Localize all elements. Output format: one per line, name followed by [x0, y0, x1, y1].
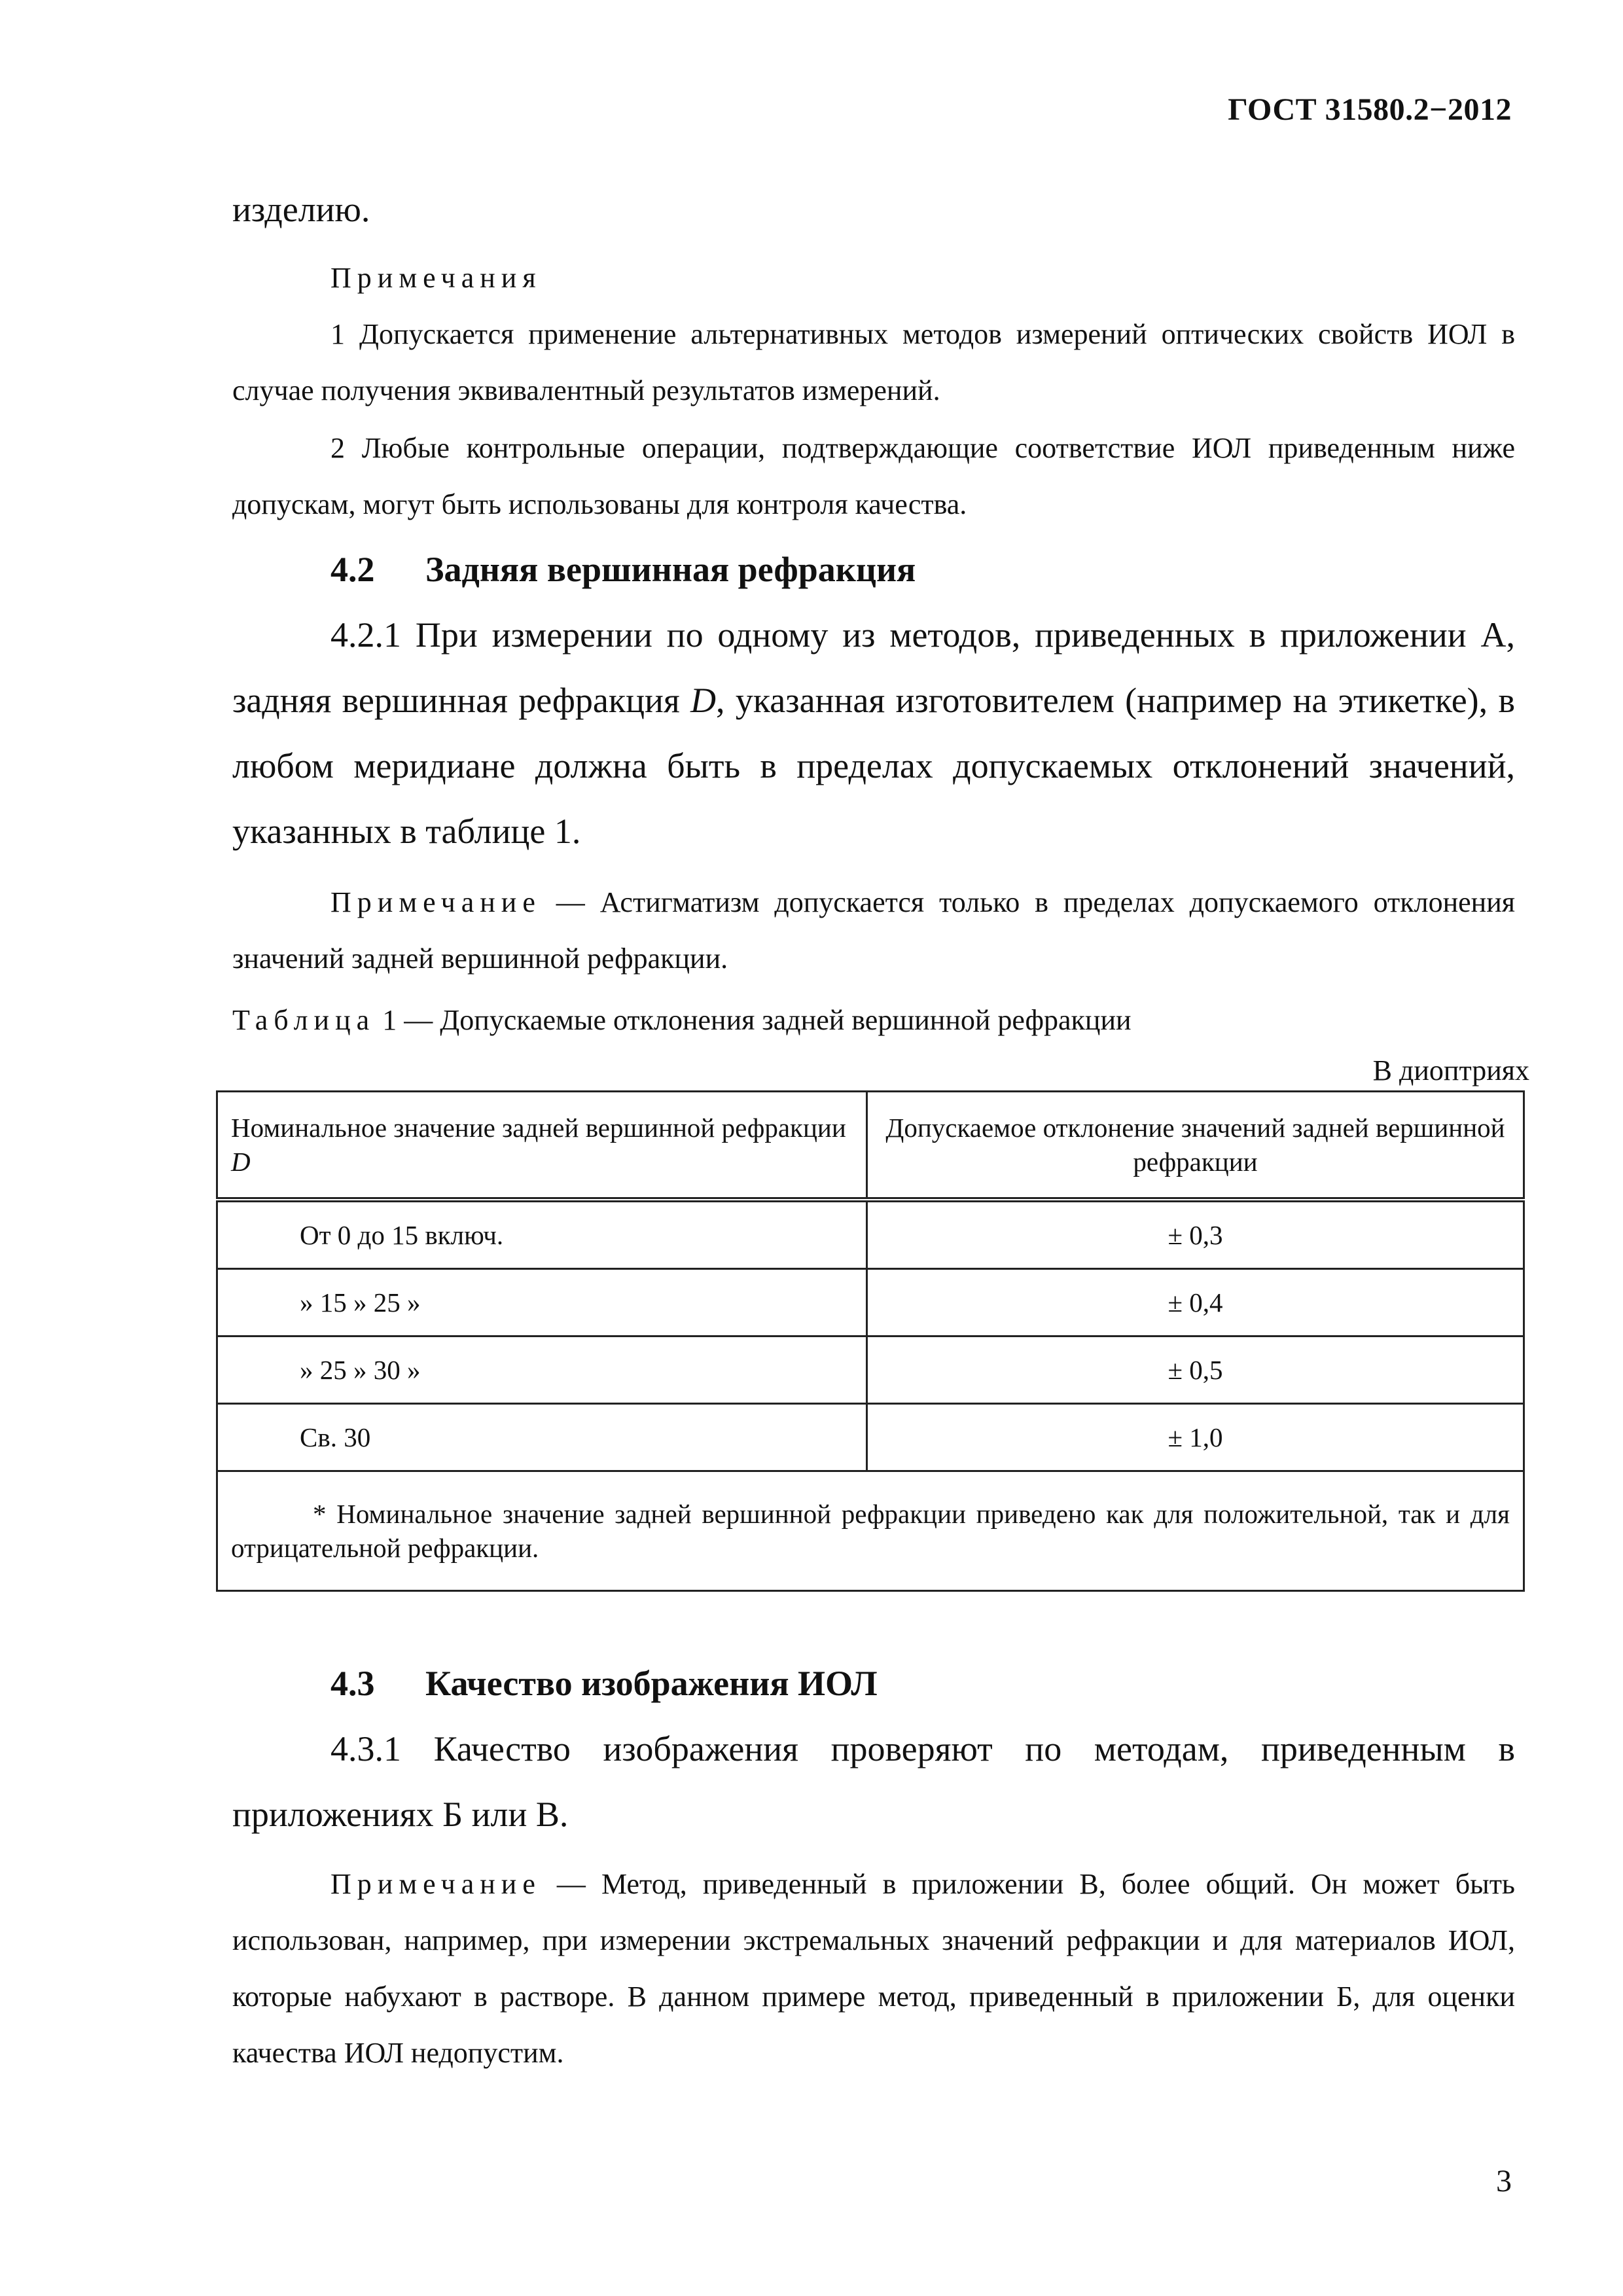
table-row [217, 1404, 1524, 1471]
note-text: — Астигматизм допускается только в пределах допускаемого отклонения значений задней вершинной рефракции. [232, 886, 1515, 975]
paragraph-4-2-1-text-start: При измерении по одному из методов, приведенных в приложении А, задняя вершинная рефракция [232, 615, 1515, 720]
column-header-tolerance: Допускаемое отклонение значений задней вершинной рефракции [867, 1092, 1524, 1200]
section-4-3-number: 4.3 [330, 1664, 375, 1703]
standard-header: ГОСТ 31580.2−2012 [1228, 92, 1512, 127]
table-label: Таблица [232, 1004, 376, 1036]
table-row [217, 1200, 1524, 1269]
paragraph-4-2-1-number: 4.2.1 [330, 615, 401, 655]
table-header-row [217, 1092, 1524, 1200]
cell-range: Св. 30 [217, 1404, 867, 1471]
note-image-quality [232, 1856, 1515, 2081]
column-header-variable-d: D [231, 1147, 251, 1177]
table-footnote-row [217, 1471, 1524, 1591]
note-label: Примечание [330, 1868, 541, 1900]
table-units: В диоптриях [1372, 1054, 1529, 1086]
section-4-3-title: Качество изображения ИОЛ [425, 1664, 878, 1703]
page-content [231, 177, 1529, 2081]
variable-d: D [690, 681, 717, 720]
tolerance-table [216, 1090, 1525, 1592]
cell-tolerance: ± 0,4 [867, 1269, 1524, 1336]
cell-tolerance: ± 0,5 [867, 1336, 1524, 1404]
section-4-2-heading [232, 537, 1515, 602]
section-4-3-heading [232, 1651, 1515, 1716]
table-row [217, 1269, 1524, 1336]
paragraph-4-2-1-text-end: , указанная изготовителем (например на этикетке), в любом меридиане должна быть в пределах допускаемых отклонений значений, указанных в таблице 1. [232, 681, 1515, 851]
note-label: Примечание [330, 886, 541, 918]
table-1-caption [232, 992, 1515, 1049]
table-caption-text: 1 — Допускаемые отклонения задней вершинной рефракции [375, 1004, 1132, 1036]
table-row [217, 1336, 1524, 1404]
paragraph-4-2-1 [232, 602, 1515, 864]
section-4-2-title: Задняя вершинная рефракция [425, 550, 916, 589]
cell-tolerance: ± 1,0 [867, 1404, 1524, 1471]
cell-range: От 0 до 15 включ. [217, 1200, 867, 1269]
table-footnote: * Номинальное значение задней вершинной рефракции приведено как для положительной, так и для отрицательной рефракции. [217, 1471, 1524, 1591]
section-4-2-number: 4.2 [330, 550, 375, 589]
note-astigmatism [232, 874, 1515, 987]
note-2: 2 Любые контрольные операции, подтверждающие соответствие ИОЛ приведенным ниже допускам, могут быть использованы для контроля качества. [232, 432, 1515, 520]
notes-title: Примечания [330, 262, 542, 294]
note-text: — Метод, приведенный в приложении В, более общий. Он может быть использован, например, при измерении экстремальных значений рефракции и для материалов ИОЛ, которые набухают в растворе. В данном примере метод, приведенный в приложении Б, для оценки качества ИОЛ недопустим. [232, 1868, 1515, 2069]
paragraph-4-3-1: 4.3.1 Качество изображения проверяют по методам, приведенным в приложениях Б или В. [232, 1729, 1515, 1834]
column-header-nominal: Номинальное значение задней вершинной рефракции D [217, 1092, 867, 1200]
cell-range: » 15 » 25 » [217, 1269, 867, 1336]
cell-tolerance: ± 0,3 [867, 1200, 1524, 1269]
cell-range: » 25 » 30 » [217, 1336, 867, 1404]
continuation-text: изделию. [232, 190, 370, 229]
note-1: 1 Допускается применение альтернативных методов измерений оптических свойств ИОЛ в случае получения эквивалентный результатов измерений. [232, 318, 1515, 406]
page-number: 3 [1496, 2164, 1512, 2198]
